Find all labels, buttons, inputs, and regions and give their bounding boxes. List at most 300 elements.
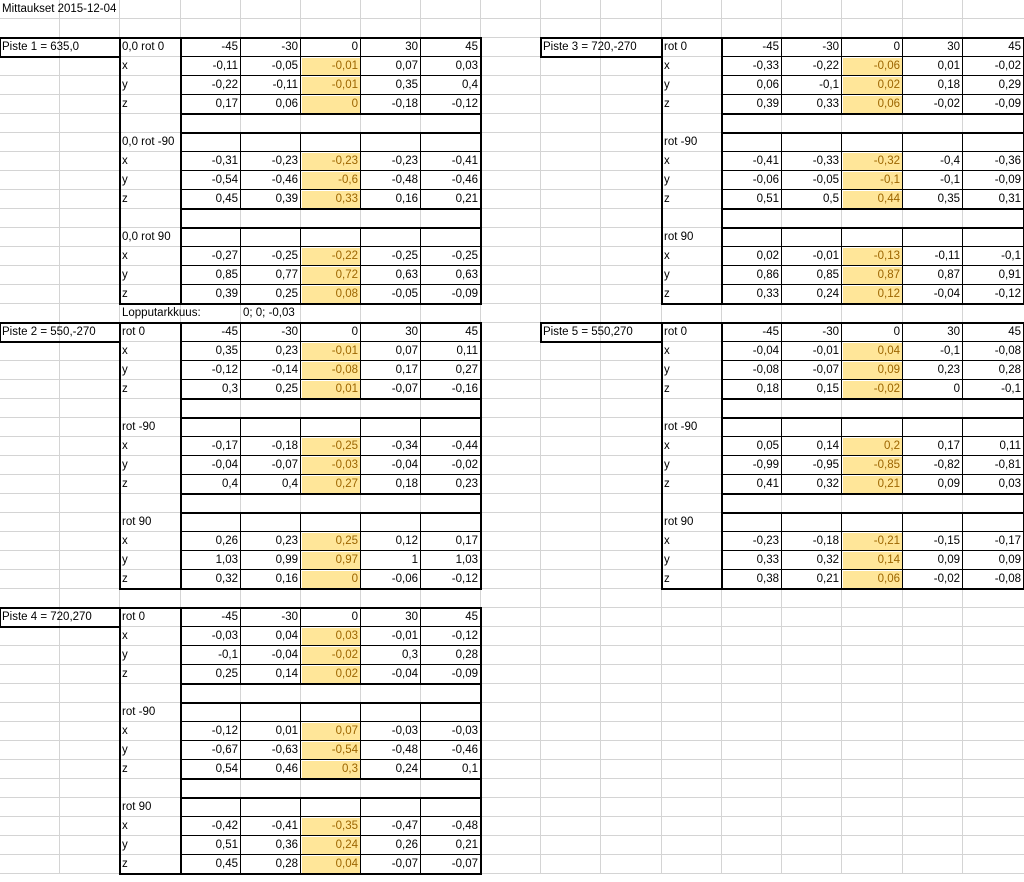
sheet-cell[interactable] — [361, 646, 421, 665]
sheet-cell[interactable] — [481, 760, 541, 779]
sheet-cell[interactable] — [963, 779, 1024, 798]
sheet-cell[interactable] — [662, 722, 722, 741]
sheet-cell[interactable] — [963, 589, 1024, 608]
sheet-cell[interactable] — [421, 209, 481, 228]
sheet-cell[interactable] — [903, 418, 963, 437]
sheet-cell[interactable] — [903, 304, 963, 323]
sheet-cell[interactable] — [120, 285, 181, 304]
sheet-cell[interactable] — [60, 171, 120, 190]
sheet-cell[interactable] — [421, 171, 481, 190]
sheet-cell[interactable] — [842, 646, 903, 665]
sheet-cell[interactable] — [842, 418, 903, 437]
sheet-cell[interactable] — [903, 684, 963, 703]
sheet-cell[interactable] — [181, 589, 241, 608]
sheet-cell[interactable] — [301, 589, 361, 608]
sheet-cell[interactable] — [662, 152, 722, 171]
sheet-cell[interactable] — [601, 475, 662, 494]
sheet-cell[interactable] — [481, 95, 541, 114]
sheet-cell[interactable] — [722, 760, 782, 779]
sheet-cell[interactable] — [481, 361, 541, 380]
sheet-cell[interactable] — [662, 494, 722, 513]
sheet-cell[interactable] — [421, 228, 481, 247]
sheet-cell[interactable] — [481, 247, 541, 266]
sheet-cell[interactable] — [963, 627, 1024, 646]
sheet-cell[interactable] — [842, 703, 903, 722]
sheet-cell[interactable] — [421, 798, 481, 817]
sheet-cell[interactable] — [662, 456, 722, 475]
sheet-cell[interactable] — [120, 779, 181, 798]
sheet-cell[interactable] — [963, 95, 1024, 114]
sheet-cell[interactable] — [662, 551, 722, 570]
sheet-cell[interactable] — [361, 266, 421, 285]
sheet-cell[interactable] — [541, 190, 601, 209]
sheet-cell[interactable] — [722, 437, 782, 456]
sheet-cell[interactable] — [120, 19, 181, 38]
sheet-cell[interactable] — [60, 627, 120, 646]
sheet-cell[interactable] — [60, 323, 120, 342]
sheet-cell[interactable] — [481, 76, 541, 95]
sheet-cell[interactable] — [963, 665, 1024, 684]
sheet-cell[interactable] — [541, 342, 601, 361]
sheet-cell[interactable] — [241, 76, 301, 95]
sheet-cell[interactable] — [481, 285, 541, 304]
sheet-cell[interactable] — [963, 741, 1024, 760]
sheet-cell[interactable] — [181, 228, 241, 247]
sheet-cell[interactable] — [0, 95, 60, 114]
sheet-cell[interactable] — [601, 19, 662, 38]
sheet-cell[interactable] — [361, 684, 421, 703]
sheet-cell[interactable] — [421, 190, 481, 209]
sheet-cell[interactable] — [903, 836, 963, 855]
sheet-cell[interactable] — [722, 361, 782, 380]
sheet-cell[interactable] — [421, 760, 481, 779]
sheet-cell[interactable] — [782, 722, 842, 741]
sheet-cell[interactable] — [662, 133, 722, 152]
sheet-cell[interactable] — [421, 95, 481, 114]
sheet-cell[interactable] — [241, 817, 301, 836]
sheet-cell[interactable] — [601, 323, 662, 342]
sheet-cell[interactable] — [421, 418, 481, 437]
sheet-cell[interactable] — [241, 570, 301, 589]
sheet-cell[interactable] — [722, 285, 782, 304]
sheet-cell[interactable] — [662, 665, 722, 684]
sheet-cell[interactable] — [601, 741, 662, 760]
sheet-cell[interactable] — [120, 665, 181, 684]
sheet-cell[interactable] — [782, 779, 842, 798]
sheet-cell[interactable] — [722, 741, 782, 760]
sheet-cell[interactable] — [421, 836, 481, 855]
sheet-cell[interactable] — [241, 399, 301, 418]
sheet-cell[interactable] — [120, 152, 181, 171]
sheet-cell[interactable] — [782, 855, 842, 874]
sheet-cell[interactable] — [782, 589, 842, 608]
sheet-cell[interactable] — [601, 247, 662, 266]
sheet-cell[interactable] — [722, 589, 782, 608]
sheet-cell[interactable] — [421, 741, 481, 760]
sheet-cell[interactable] — [0, 209, 60, 228]
sheet-cell[interactable] — [963, 399, 1024, 418]
sheet-cell[interactable] — [541, 19, 601, 38]
sheet-cell[interactable] — [782, 475, 842, 494]
sheet-cell[interactable] — [662, 209, 722, 228]
sheet-cell[interactable] — [541, 323, 601, 342]
sheet-cell[interactable] — [0, 437, 60, 456]
sheet-cell[interactable] — [301, 418, 361, 437]
sheet-cell[interactable] — [963, 114, 1024, 133]
sheet-cell[interactable] — [241, 285, 301, 304]
sheet-cell[interactable] — [181, 0, 241, 19]
sheet-cell[interactable] — [361, 627, 421, 646]
sheet-cell[interactable] — [181, 475, 241, 494]
sheet-cell[interactable] — [361, 361, 421, 380]
sheet-cell[interactable] — [301, 703, 361, 722]
sheet-cell[interactable] — [361, 304, 421, 323]
sheet-cell[interactable] — [662, 190, 722, 209]
sheet-cell[interactable] — [120, 798, 181, 817]
sheet-cell[interactable] — [120, 836, 181, 855]
sheet-cell[interactable] — [241, 627, 301, 646]
sheet-cell[interactable] — [662, 513, 722, 532]
sheet-cell[interactable] — [601, 798, 662, 817]
sheet-cell[interactable] — [0, 551, 60, 570]
sheet-cell[interactable] — [181, 722, 241, 741]
sheet-cell[interactable] — [842, 209, 903, 228]
sheet-cell[interactable] — [541, 684, 601, 703]
sheet-cell[interactable] — [120, 380, 181, 399]
sheet-cell[interactable] — [301, 0, 361, 19]
sheet-cell[interactable] — [181, 57, 241, 76]
sheet-cell[interactable] — [421, 0, 481, 19]
sheet-cell[interactable] — [963, 361, 1024, 380]
sheet-cell[interactable] — [541, 475, 601, 494]
sheet-cell[interactable] — [60, 684, 120, 703]
sheet-cell[interactable] — [181, 494, 241, 513]
sheet-cell[interactable] — [722, 342, 782, 361]
sheet-cell[interactable] — [181, 209, 241, 228]
sheet-cell[interactable] — [963, 380, 1024, 399]
sheet-cell[interactable] — [963, 475, 1024, 494]
sheet-cell[interactable] — [662, 570, 722, 589]
sheet-cell[interactable] — [601, 608, 662, 627]
sheet-cell[interactable] — [120, 342, 181, 361]
sheet-cell[interactable] — [421, 152, 481, 171]
sheet-cell[interactable] — [361, 513, 421, 532]
sheet-cell[interactable] — [963, 152, 1024, 171]
sheet-cell[interactable] — [541, 247, 601, 266]
sheet-cell[interactable] — [541, 855, 601, 874]
sheet-cell[interactable] — [963, 38, 1024, 57]
sheet-cell[interactable] — [601, 171, 662, 190]
sheet-cell[interactable] — [782, 57, 842, 76]
sheet-cell[interactable] — [361, 532, 421, 551]
sheet-cell[interactable] — [662, 836, 722, 855]
sheet-cell[interactable] — [120, 608, 181, 627]
sheet-cell[interactable] — [120, 475, 181, 494]
sheet-cell[interactable] — [181, 304, 241, 323]
sheet-cell[interactable] — [963, 684, 1024, 703]
sheet-cell[interactable] — [0, 418, 60, 437]
sheet-cell[interactable] — [361, 722, 421, 741]
sheet-cell[interactable] — [481, 836, 541, 855]
sheet-cell[interactable] — [662, 19, 722, 38]
sheet-cell[interactable] — [60, 589, 120, 608]
sheet-cell[interactable] — [601, 152, 662, 171]
sheet-cell[interactable] — [60, 266, 120, 285]
sheet-cell[interactable] — [120, 589, 181, 608]
sheet-cell[interactable] — [782, 665, 842, 684]
sheet-cell[interactable] — [903, 342, 963, 361]
sheet-cell[interactable] — [662, 760, 722, 779]
sheet-cell[interactable] — [541, 38, 601, 57]
sheet-cell[interactable] — [541, 646, 601, 665]
sheet-cell[interactable] — [481, 304, 541, 323]
sheet-cell[interactable] — [60, 95, 120, 114]
sheet-cell[interactable] — [0, 646, 60, 665]
sheet-cell[interactable] — [963, 703, 1024, 722]
sheet-cell[interactable] — [903, 266, 963, 285]
sheet-cell[interactable] — [241, 437, 301, 456]
sheet-cell[interactable] — [361, 608, 421, 627]
sheet-cell[interactable] — [601, 190, 662, 209]
sheet-cell[interactable] — [241, 855, 301, 874]
sheet-cell[interactable] — [0, 779, 60, 798]
sheet-cell[interactable] — [842, 38, 903, 57]
sheet-cell[interactable] — [842, 817, 903, 836]
sheet-cell[interactable] — [903, 171, 963, 190]
sheet-cell[interactable] — [842, 855, 903, 874]
sheet-cell[interactable] — [481, 494, 541, 513]
sheet-cell[interactable] — [782, 209, 842, 228]
sheet-cell[interactable] — [662, 684, 722, 703]
sheet-cell[interactable] — [963, 513, 1024, 532]
sheet-cell[interactable] — [301, 399, 361, 418]
sheet-cell[interactable] — [722, 494, 782, 513]
sheet-cell[interactable] — [241, 266, 301, 285]
sheet-cell[interactable] — [662, 323, 722, 342]
sheet-cell[interactable] — [541, 494, 601, 513]
sheet-cell[interactable] — [903, 646, 963, 665]
sheet-cell[interactable] — [722, 152, 782, 171]
sheet-cell[interactable] — [541, 266, 601, 285]
sheet-cell[interactable] — [301, 133, 361, 152]
sheet-cell[interactable] — [782, 399, 842, 418]
sheet-cell[interactable] — [120, 171, 181, 190]
sheet-cell[interactable] — [241, 532, 301, 551]
sheet-cell[interactable] — [481, 19, 541, 38]
sheet-cell[interactable] — [181, 703, 241, 722]
sheet-cell[interactable] — [963, 456, 1024, 475]
sheet-cell[interactable] — [361, 342, 421, 361]
sheet-cell[interactable] — [722, 304, 782, 323]
sheet-cell[interactable] — [601, 38, 662, 57]
sheet-cell[interactable] — [903, 152, 963, 171]
sheet-cell[interactable] — [963, 646, 1024, 665]
sheet-cell[interactable] — [782, 513, 842, 532]
sheet-cell[interactable] — [601, 114, 662, 133]
sheet-cell[interactable] — [481, 209, 541, 228]
sheet-cell[interactable] — [481, 855, 541, 874]
sheet-cell[interactable] — [722, 95, 782, 114]
sheet-cell[interactable] — [903, 741, 963, 760]
sheet-cell[interactable] — [662, 171, 722, 190]
sheet-cell[interactable] — [120, 437, 181, 456]
sheet-cell[interactable] — [903, 627, 963, 646]
sheet-cell[interactable] — [0, 247, 60, 266]
sheet-cell[interactable] — [241, 171, 301, 190]
sheet-cell[interactable] — [963, 760, 1024, 779]
sheet-cell[interactable] — [782, 570, 842, 589]
sheet-cell[interactable] — [722, 684, 782, 703]
sheet-cell[interactable] — [903, 817, 963, 836]
sheet-cell[interactable] — [421, 684, 481, 703]
sheet-cell[interactable] — [0, 627, 60, 646]
sheet-cell[interactable] — [782, 247, 842, 266]
sheet-cell[interactable] — [601, 95, 662, 114]
sheet-cell[interactable] — [963, 532, 1024, 551]
sheet-cell[interactable] — [662, 76, 722, 95]
sheet-cell[interactable] — [241, 798, 301, 817]
sheet-cell[interactable] — [0, 532, 60, 551]
sheet-cell[interactable] — [541, 760, 601, 779]
sheet-cell[interactable] — [903, 532, 963, 551]
sheet-cell[interactable] — [60, 209, 120, 228]
sheet-cell[interactable] — [963, 418, 1024, 437]
sheet-cell[interactable] — [0, 817, 60, 836]
sheet-cell[interactable] — [541, 437, 601, 456]
sheet-cell[interactable] — [722, 0, 782, 19]
sheet-cell[interactable] — [241, 760, 301, 779]
sheet-cell[interactable] — [662, 741, 722, 760]
sheet-cell[interactable] — [541, 76, 601, 95]
sheet-cell[interactable] — [120, 627, 181, 646]
sheet-cell[interactable] — [361, 399, 421, 418]
sheet-cell[interactable] — [541, 798, 601, 817]
sheet-cell[interactable] — [120, 266, 181, 285]
sheet-cell[interactable] — [241, 551, 301, 570]
sheet-cell[interactable] — [842, 741, 903, 760]
sheet-cell[interactable] — [361, 437, 421, 456]
sheet-cell[interactable] — [963, 722, 1024, 741]
sheet-cell[interactable] — [181, 76, 241, 95]
sheet-cell[interactable] — [662, 475, 722, 494]
sheet-cell[interactable] — [601, 665, 662, 684]
sheet-cell[interactable] — [60, 741, 120, 760]
sheet-cell[interactable] — [662, 38, 722, 57]
sheet-cell[interactable] — [241, 779, 301, 798]
sheet-cell[interactable] — [782, 437, 842, 456]
sheet-cell[interactable] — [421, 475, 481, 494]
sheet-cell[interactable] — [903, 190, 963, 209]
sheet-cell[interactable] — [60, 361, 120, 380]
sheet-cell[interactable] — [662, 95, 722, 114]
sheet-cell[interactable] — [120, 570, 181, 589]
sheet-cell[interactable] — [782, 817, 842, 836]
sheet-cell[interactable] — [181, 855, 241, 874]
sheet-cell[interactable] — [60, 76, 120, 95]
sheet-cell[interactable] — [842, 760, 903, 779]
sheet-cell[interactable] — [662, 399, 722, 418]
sheet-cell[interactable] — [541, 95, 601, 114]
sheet-cell[interactable] — [120, 399, 181, 418]
sheet-cell[interactable] — [662, 779, 722, 798]
sheet-cell[interactable] — [0, 361, 60, 380]
sheet-cell[interactable] — [541, 779, 601, 798]
sheet-cell[interactable] — [241, 247, 301, 266]
sheet-cell[interactable] — [903, 399, 963, 418]
sheet-cell[interactable] — [0, 798, 60, 817]
sheet-cell[interactable] — [662, 114, 722, 133]
sheet-cell[interactable] — [60, 494, 120, 513]
sheet-cell[interactable] — [0, 513, 60, 532]
sheet-cell[interactable] — [903, 57, 963, 76]
sheet-cell[interactable] — [181, 437, 241, 456]
sheet-cell[interactable] — [181, 342, 241, 361]
sheet-cell[interactable] — [421, 380, 481, 399]
sheet-cell[interactable] — [181, 247, 241, 266]
sheet-cell[interactable] — [60, 646, 120, 665]
sheet-cell[interactable] — [181, 646, 241, 665]
sheet-cell[interactable] — [782, 342, 842, 361]
sheet-cell[interactable] — [541, 171, 601, 190]
sheet-cell[interactable] — [842, 133, 903, 152]
sheet-cell[interactable] — [722, 855, 782, 874]
sheet-cell[interactable] — [722, 323, 782, 342]
sheet-cell[interactable] — [662, 304, 722, 323]
sheet-cell[interactable] — [963, 247, 1024, 266]
sheet-cell[interactable] — [361, 133, 421, 152]
sheet-cell[interactable] — [241, 418, 301, 437]
sheet-cell[interactable] — [0, 380, 60, 399]
sheet-cell[interactable] — [301, 209, 361, 228]
sheet-cell[interactable] — [601, 855, 662, 874]
sheet-cell[interactable] — [0, 665, 60, 684]
sheet-cell[interactable] — [60, 0, 120, 19]
sheet-cell[interactable] — [60, 247, 120, 266]
sheet-cell[interactable] — [421, 456, 481, 475]
sheet-cell[interactable] — [0, 741, 60, 760]
sheet-cell[interactable] — [601, 513, 662, 532]
sheet-cell[interactable] — [421, 437, 481, 456]
sheet-cell[interactable] — [481, 741, 541, 760]
sheet-cell[interactable] — [903, 247, 963, 266]
sheet-cell[interactable] — [541, 836, 601, 855]
sheet-cell[interactable] — [722, 779, 782, 798]
sheet-cell[interactable] — [361, 95, 421, 114]
sheet-cell[interactable] — [0, 855, 60, 874]
sheet-cell[interactable] — [782, 684, 842, 703]
sheet-cell[interactable] — [361, 551, 421, 570]
sheet-cell[interactable] — [963, 570, 1024, 589]
sheet-cell[interactable] — [120, 304, 181, 323]
sheet-cell[interactable] — [241, 608, 301, 627]
sheet-cell[interactable] — [120, 38, 181, 57]
sheet-cell[interactable] — [120, 684, 181, 703]
sheet-cell[interactable] — [541, 741, 601, 760]
sheet-cell[interactable] — [481, 114, 541, 133]
sheet-cell[interactable] — [181, 190, 241, 209]
sheet-cell[interactable] — [722, 570, 782, 589]
sheet-cell[interactable] — [722, 646, 782, 665]
sheet-cell[interactable] — [481, 266, 541, 285]
sheet-cell[interactable] — [782, 152, 842, 171]
sheet-cell[interactable] — [903, 760, 963, 779]
sheet-cell[interactable] — [601, 399, 662, 418]
sheet-cell[interactable] — [662, 798, 722, 817]
sheet-cell[interactable] — [120, 817, 181, 836]
sheet-cell[interactable] — [0, 190, 60, 209]
sheet-cell[interactable] — [722, 209, 782, 228]
sheet-cell[interactable] — [421, 114, 481, 133]
